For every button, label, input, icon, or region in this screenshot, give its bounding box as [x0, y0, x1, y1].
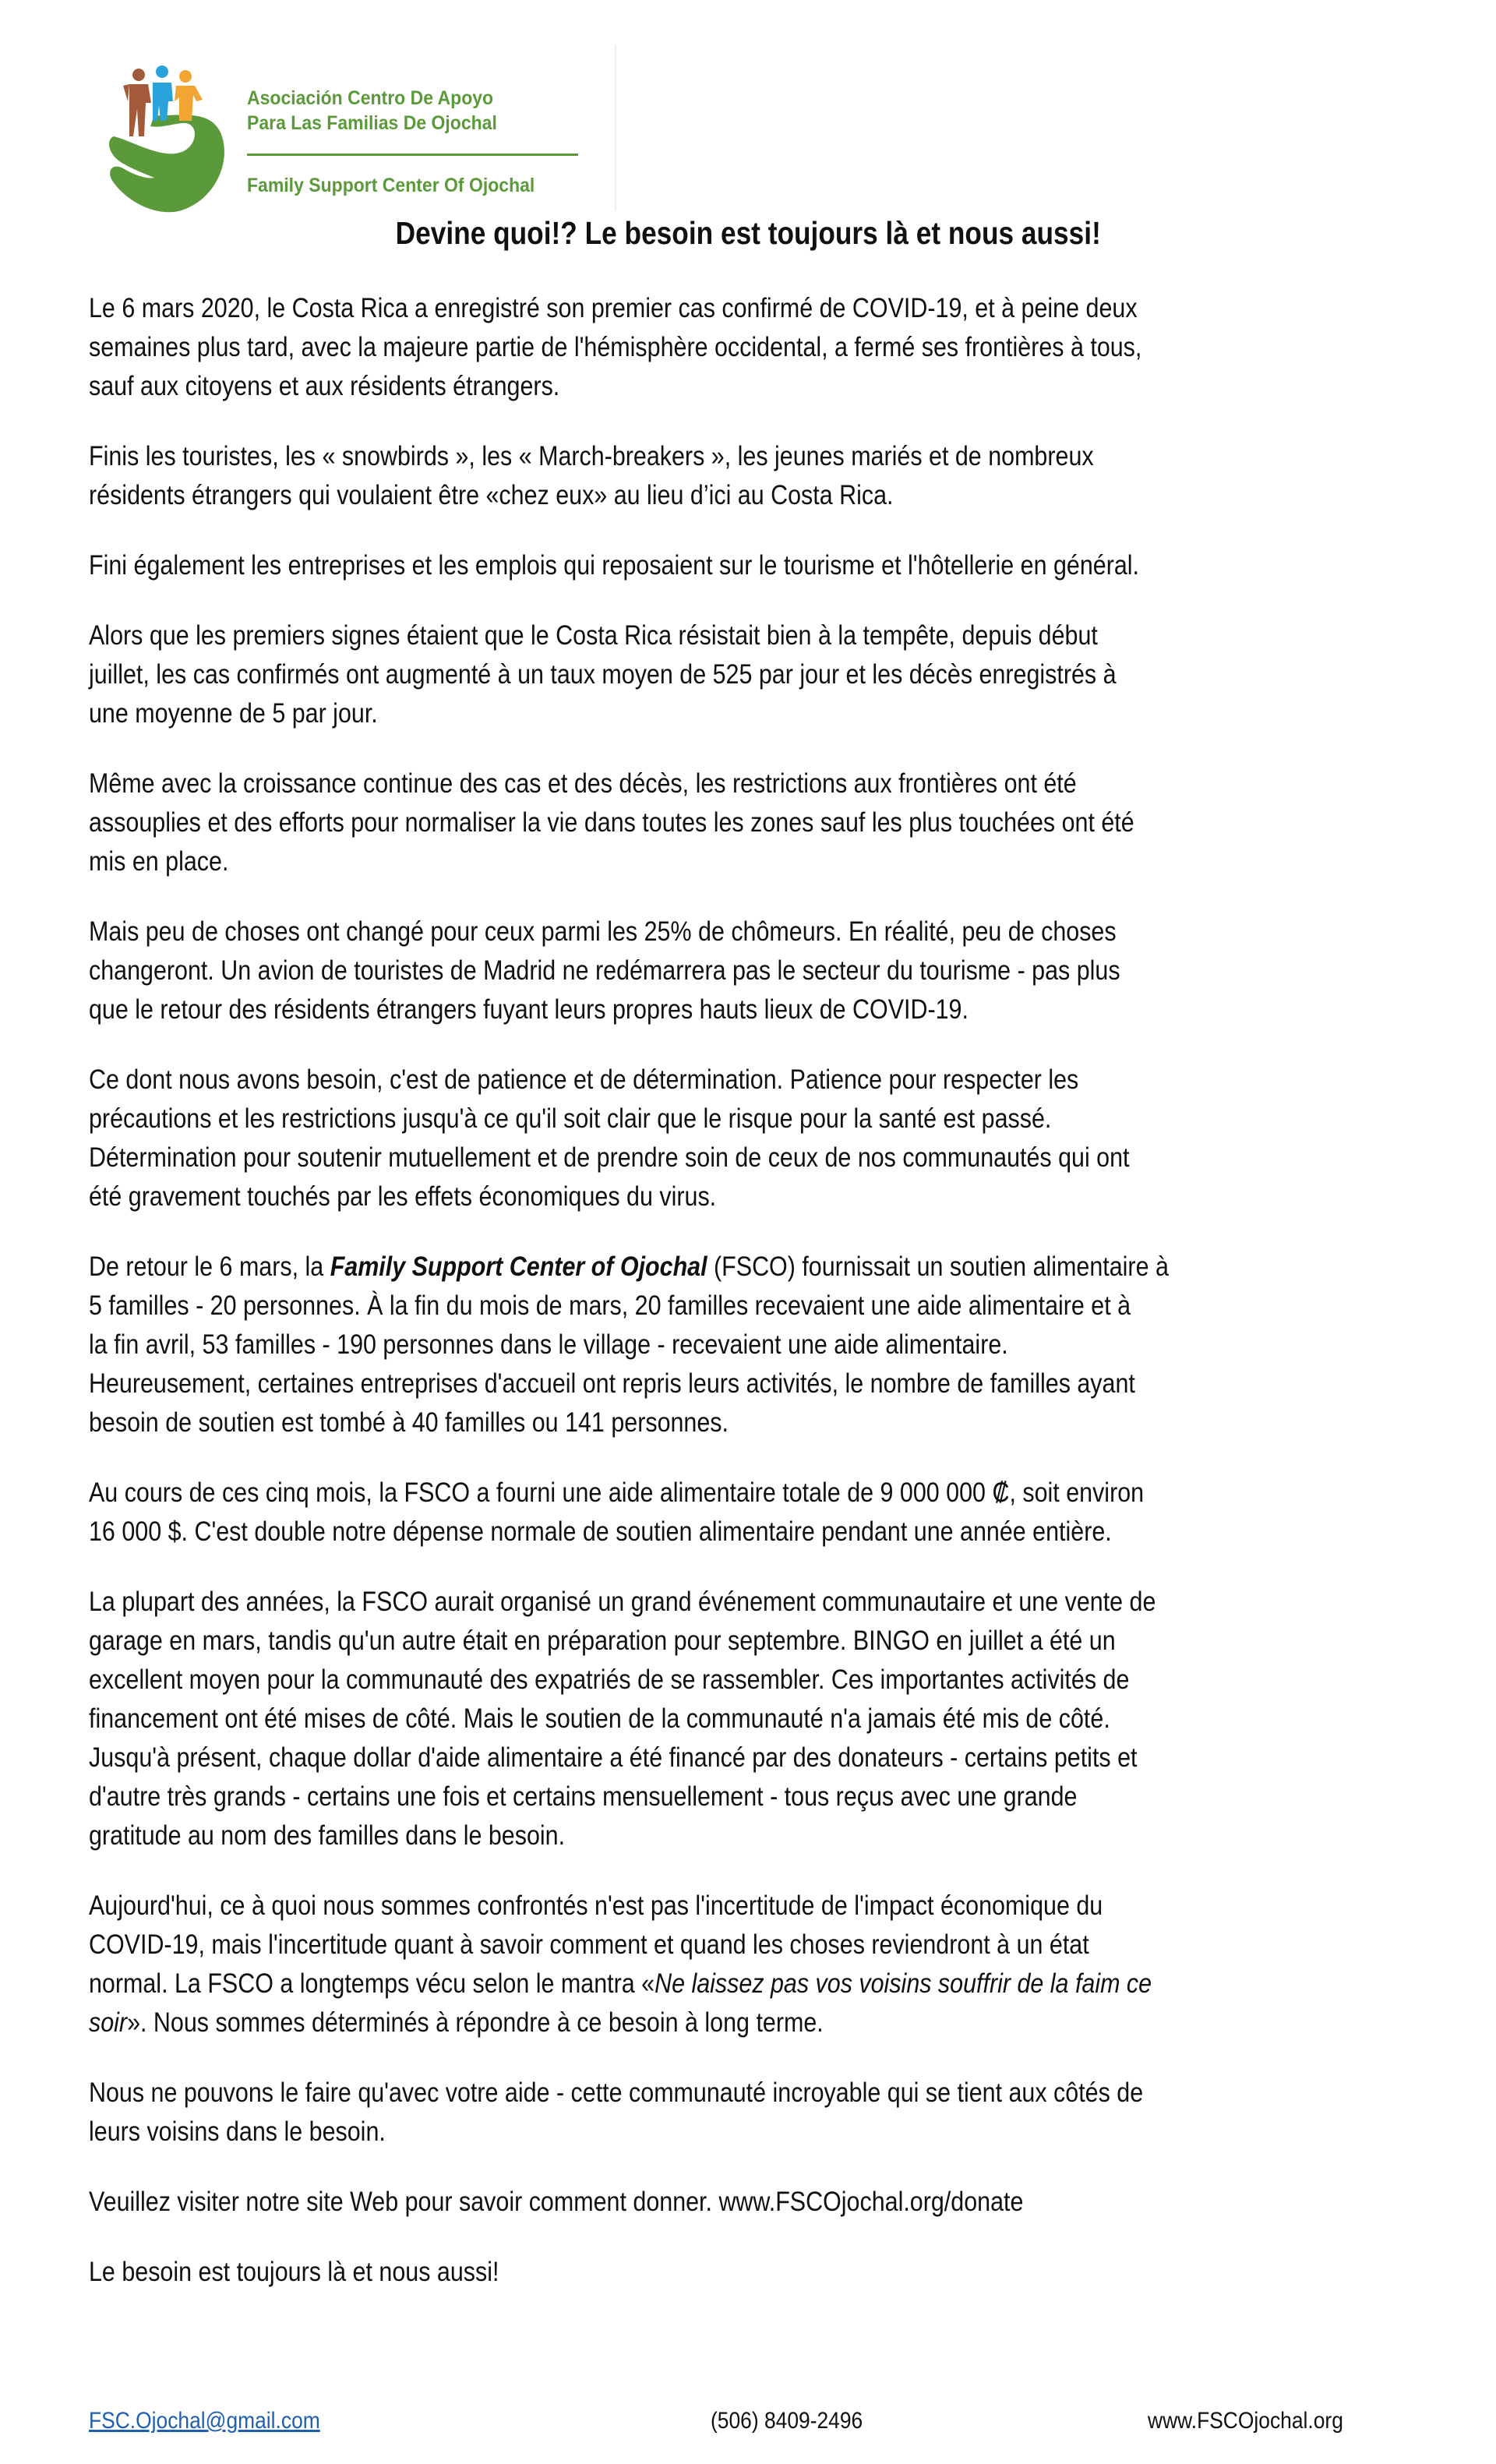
paragraph-line: Même avec la croissance continue des cas et des décès, les restrictions aux frontières ont été: [89, 768, 1077, 799]
paragraph-line: Alors que les premiers signes étaient que le Costa Rica résistait bien à la tempête, depuis début: [89, 620, 1098, 651]
paragraph: [89, 1061, 1429, 1216]
footer-email-link[interactable]: FSC.Ojochal@gmail.com: [89, 2408, 320, 2434]
paragraph-line: [89, 2003, 1254, 2042]
paragraph-line: Jusqu'à présent, chaque dollar d'aide alimentaire a été financé par des donateurs - certains petits et: [89, 1742, 1138, 1773]
org-name-emphasis: Family Support Center of Ojochal: [330, 1251, 707, 1282]
paragraph-line: précautions et les restrictions jusqu'à ce qu'il soit clair que le risque pour la santé est passé.: [89, 1103, 1052, 1134]
paragraph: [89, 1474, 1429, 1551]
paragraph: [89, 1248, 1429, 1442]
paragraph-line: une moyenne de 5 par jour.: [89, 698, 378, 729]
org-name-spanish-line1: Asociación Centro De Apoyo: [247, 87, 494, 109]
page-title-text: Devine quoi!? Le besoin est toujours là et nous aussi!: [395, 215, 1101, 251]
paragraph-line: Nous ne pouvons le faire qu'avec votre aide - cette communauté incroyable qui se tient aux côtés de: [89, 2077, 1144, 2108]
paragraph-line: gratitude au nom des familles dans le besoin.: [89, 1820, 566, 1851]
header-vertical-divider: [615, 45, 616, 210]
footer-website: www.FSCOjochal.org: [1148, 2408, 1343, 2434]
paragraph-line: d'autre très grands - certains une fois et certains mensuellement - tous reçus avec une grande: [89, 1781, 1078, 1812]
org-name-spanish-line2: Para Las Familias De Ojochal: [247, 112, 497, 134]
paragraph-line: [89, 1964, 1254, 2003]
paragraph-line: [89, 1248, 1254, 1287]
paragraph: [89, 764, 1429, 881]
paragraph-line: Mais peu de choses ont changé pour ceux parmi les 25% de chômeurs. En réalité, peu de choses: [89, 916, 1117, 947]
paragraph-line: semaines plus tard, avec la majeure partie de l'hémisphère occidental, a fermé ses frontières à tous,: [89, 332, 1142, 362]
paragraph-line: résidents étrangers qui voulaient être «chez eux» au lieu d’ici au Costa Rica.: [89, 480, 894, 510]
paragraph: [89, 1583, 1429, 1855]
paragraph-line: Fini également les entreprises et les emplois qui reposaient sur le tourisme et l'hôtellerie en général.: [89, 550, 1140, 581]
paragraph: [89, 2183, 1429, 2222]
org-name-english: Family Support Center Of Ojochal: [247, 175, 535, 196]
paragraph-line: besoin de soutien est tombé à 40 familles ou 141 personnes.: [89, 1407, 729, 1438]
paragraph: [89, 546, 1429, 585]
paragraph-line: leurs voisins dans le besoin.: [89, 2116, 386, 2147]
logo-divider: [247, 154, 578, 156]
paragraph-line: Détermination pour soutenir mutuellement et de prendre soin de ceux de nos communautés qui ont: [89, 1142, 1130, 1173]
paragraph: [89, 616, 1429, 733]
paragraph-line: La plupart des années, la FSCO aurait organisé un grand événement communautaire et une vente de: [89, 1587, 1156, 1617]
paragraph-line: été gravement touchés par les effets économiques du virus.: [89, 1181, 717, 1212]
paragraph-line: Le 6 mars 2020, le Costa Rica a enregistré son premier cas confirmé de COVID-19, et à peine deux: [89, 293, 1138, 323]
text-segment: ». Nous sommes déterminés à répondre à ce besoin à long terme.: [127, 2007, 824, 2038]
paragraph-line: juillet, les cas confirmés ont augmenté à un taux moyen de 525 par jour et les décès enregistrés à: [89, 659, 1117, 690]
paragraph-line: Finis les touristes, les « snowbirds », les « March-breakers », les jeunes mariés et de nombreux: [89, 441, 1094, 471]
paragraph-line: Au cours de ces cinq mois, la FSCO a fourni une aide alimentaire totale de 9 000 000 ₡, soit environ: [89, 1477, 1145, 1508]
paragraph-line: financement ont été mises de côté. Mais le soutien de la communauté n'a jamais été mis de côté.: [89, 1703, 1110, 1734]
paragraph-line: Ce dont nous avons besoin, c'est de patience et de détermination. Patience pour respecter les: [89, 1064, 1079, 1095]
paragraph-line: sauf aux citoyens et aux résidents étrangers.: [89, 371, 560, 401]
text-segment: (FSCO) fournissait un soutien alimentaire à: [707, 1251, 1169, 1282]
page-title: [0, 215, 1496, 252]
paragraph: [89, 289, 1429, 406]
family-hand-logo-icon: [108, 62, 232, 218]
paragraph-line: 16 000 $. C'est double notre dépense normale de soutien alimentaire pendant une année entière.: [89, 1516, 1112, 1547]
paragraph-line: Aujourd'hui, ce à quoi nous sommes confrontés n'est pas l'incertitude de l'impact économique du: [89, 1890, 1103, 1921]
paragraph-line: COVID-19, mais l'incertitude quant à savoir comment et quand les choses reviendront à un état: [89, 1929, 1089, 1960]
paragraph-line: garage en mars, tandis qu'un autre était en préparation pour septembre. BINGO en juillet a été un: [89, 1626, 1116, 1656]
paragraph: [89, 1887, 1429, 2042]
paragraph: [89, 913, 1429, 1029]
paragraph-line: Le besoin est toujours là et nous aussi!: [89, 2257, 499, 2287]
paragraph-line: la fin avril, 53 familles - 190 personnes dans le village - recevaient une aide alimentaire.: [89, 1329, 1008, 1360]
paragraph-line: Heureusement, certaines entreprises d'accueil ont repris leurs activités, le nombre de familles ayant: [89, 1368, 1135, 1399]
paragraph-line: assouplies et des efforts pour normaliser la vie dans toutes les zones sauf les plus touchées ont été: [89, 807, 1134, 838]
paragraph: [89, 2074, 1429, 2152]
text-segment: De retour le 6 mars, la: [89, 1251, 330, 1282]
letter-body: [89, 289, 1429, 2323]
mantra-quote: soir: [89, 2007, 128, 2038]
paragraph: [89, 2253, 1429, 2292]
paragraph-line: 5 familles - 20 personnes. À la fin du mois de mars, 20 familles recevaient une aide alimentaire et à: [89, 1290, 1131, 1321]
footer-phone: (506) 8409-2496: [711, 2408, 863, 2434]
paragraph-line: mis en place.: [89, 846, 229, 877]
paragraph: [89, 437, 1429, 515]
text-segment: normal. La FSCO a longtemps vécu selon le mantra «: [89, 1968, 655, 1999]
paragraph-line: excellent moyen pour la communauté des expatriés de se rassembler. Ces importantes activités de: [89, 1664, 1130, 1695]
paragraph-line: changeront. Un avion de touristes de Madrid ne redémarrera pas le secteur du tourisme - pas plus: [89, 955, 1120, 986]
mantra-quote: Ne laissez pas vos voisins souffrir de la faim ce: [654, 1968, 1152, 1999]
paragraph-line: que le retour des résidents étrangers fuyant leurs propres hauts lieux de COVID-19.: [89, 994, 969, 1025]
paragraph-line: Veuillez visiter notre site Web pour savoir comment donner. www.FSCOjochal.org/donate: [89, 2187, 1024, 2217]
